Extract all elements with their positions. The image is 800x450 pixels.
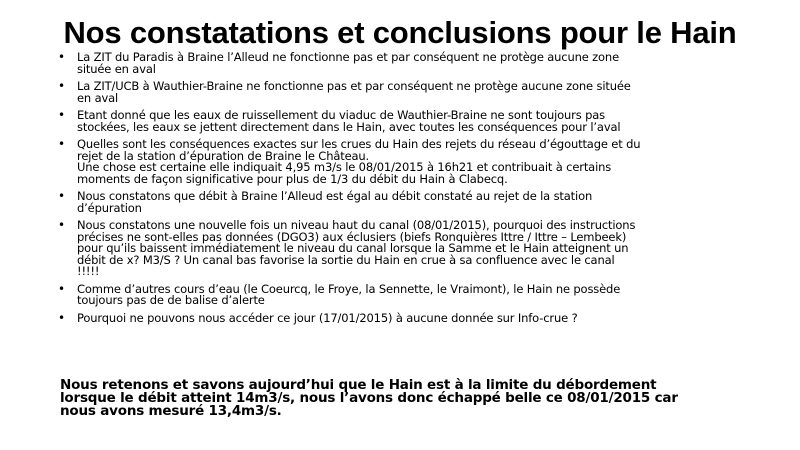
bullet-item xyxy=(56,281,756,307)
bullet-item xyxy=(56,110,756,133)
bullet-text-line: Etant donné que les eaux de ruissellement du viaduc de Wauthier-Braine ne sont toujours pas xyxy=(77,108,605,122)
bullet-text-line: Une chose est certaine elle indiquait 4,95 m3/s le 08/01/2015 à 16h21 et contribuait à certains xyxy=(77,160,612,174)
bullet-text-line: La ZIT/UCB à Wauthier-Braine ne fonctionne pas et par conséquent ne protège aucune zone située xyxy=(77,79,631,93)
conclusion-line: lorsque le débit atteint 14m3/s, nous l’avons donc échappé belle ce 08/01/2015 car xyxy=(60,390,678,406)
bullet-item xyxy=(56,310,756,325)
bullet-list xyxy=(56,52,756,330)
bullet-text-line: moments de façon significative pour plus de 1/3 du débit du Hain à Clabecq. xyxy=(77,171,508,186)
bullet-dot-icon: • xyxy=(58,79,65,93)
conclusion-text xyxy=(60,379,760,418)
bullet-text-line: Nous constatons une nouvelle fois un niveau haut du canal (08/01/2015), pourquoi des instructions xyxy=(77,218,636,232)
bullet-item xyxy=(56,139,756,185)
bullet-text-line: débit de x? M3/S ? Un canal bas favorise la sortie du Hain en crue à sa confluence avec le canal xyxy=(77,252,615,267)
bullet-text-line: rejet de la station d’épuration de Braine le Château. xyxy=(77,148,370,163)
conclusion-line: nous avons mesuré 13,4m3/s. xyxy=(60,403,282,419)
bullet-text-line: pour qu’ils baissent immédiatement le niveau du canal lorsque la Samme et le Hain atteignent un xyxy=(77,241,629,255)
bullet-dot-icon: • xyxy=(58,218,65,232)
bullet-dot-icon: • xyxy=(58,108,65,122)
bullet-text-line: La ZIT du Paradis à Braine l’Alleud ne fonctionne pas et par conséquent ne protège aucune zone xyxy=(77,50,619,64)
bullet-text-line: d’épuration xyxy=(77,200,142,215)
bullet-text-line: Pourquoi ne pouvons nous accéder ce jour (17/01/2015) à aucune donnée sur Info-crue ? xyxy=(77,310,578,325)
bullet-text-line: toujours pas de de balise d’alerte xyxy=(77,293,265,307)
bullet-dot-icon: • xyxy=(58,137,65,151)
bullet-dot-icon: • xyxy=(58,50,65,64)
slide-title: Nos constatations et conclusions pour le Hain xyxy=(63,15,737,50)
bullet-item xyxy=(56,220,756,278)
bullet-text-line: stockées, les eaux se jettent directement dans le Hain, avec toutes les conséquences pour l’aval xyxy=(77,119,621,134)
bullet-dot-icon: • xyxy=(58,281,65,296)
bullet-text-line: Comme d’autres cours d’eau (le Coeurcq, le Froye, la Sennette, le Vraimont), le Hain ne possède xyxy=(77,281,621,296)
bullet-text-line: !!!!! xyxy=(77,264,100,278)
bullet-text-line: en aval xyxy=(77,90,119,105)
bullet-text-line: Nous constatons que débit à Braine l’Alleud est égal au débit constaté au rejet de la station xyxy=(77,189,593,203)
bullet-text-line: Quelles sont les conséquences exactes sur les crues du Hain des rejets du réseau d’égouttage et du xyxy=(77,137,641,151)
bullet-dot-icon: • xyxy=(58,310,65,325)
bullet-item xyxy=(56,81,756,104)
bullet-dot-icon: • xyxy=(58,189,65,203)
bullet-text-line: située en aval xyxy=(77,61,156,76)
bullet-text-line: précises ne sont-elles pas données (DGO3) aux éclusiers (biefs Ronquières Ittre / Ittre – Lembeek) xyxy=(77,229,627,244)
bullet-item xyxy=(56,191,756,214)
conclusion-line: Nous retenons et savons aujourd’hui que le Hain est à la limite du débordement xyxy=(60,377,657,393)
bullet-item xyxy=(56,52,756,75)
